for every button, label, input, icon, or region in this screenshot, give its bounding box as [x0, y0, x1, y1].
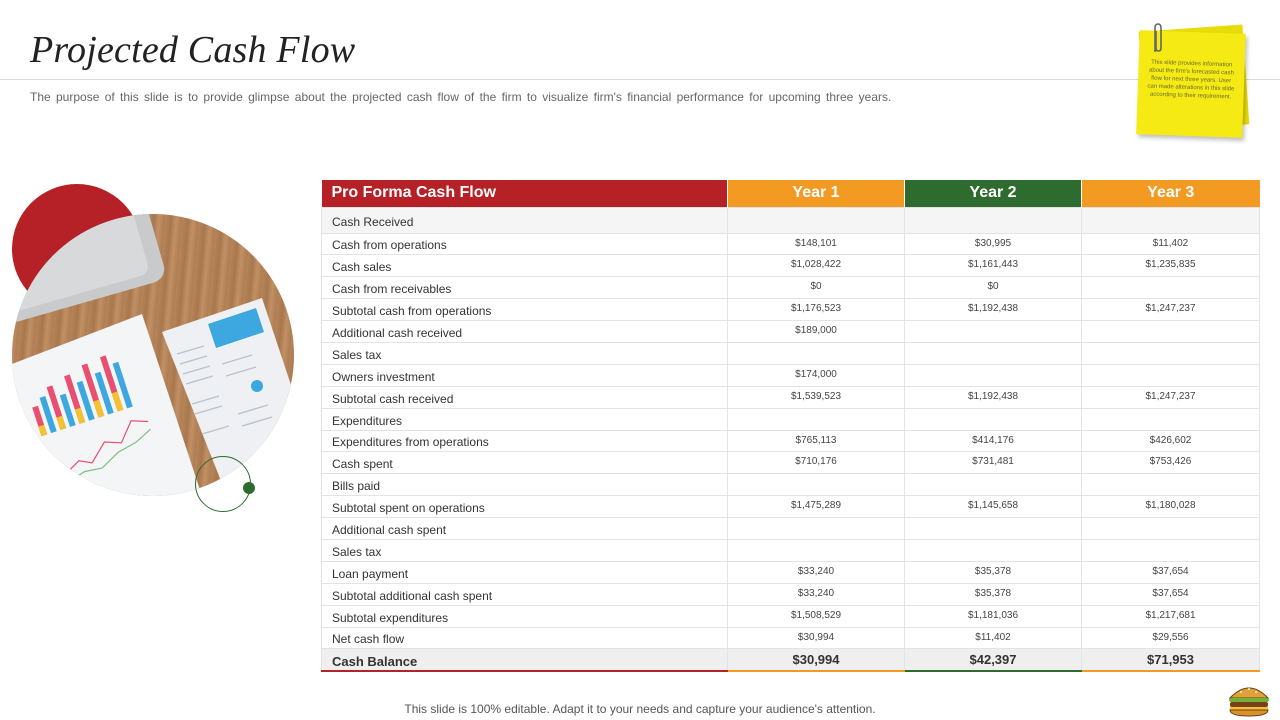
row-label: Subtotal expenditures: [322, 605, 728, 627]
desk-photo-illustration: [12, 214, 294, 496]
row-label: Cash sales: [322, 255, 728, 277]
row-value-year-2: [905, 539, 1082, 561]
table-header-row: [322, 180, 1260, 207]
row-value-year-1: $1,508,529: [728, 605, 905, 627]
table-row-cash-balance: [322, 649, 1260, 671]
table-row: [322, 474, 1260, 496]
row-label: Cash Received: [322, 207, 728, 233]
header-year-3: Year 3: [1082, 180, 1260, 207]
row-label: Expenditures from operations: [322, 430, 728, 452]
table-row: [322, 299, 1260, 321]
row-value-year-2: [905, 342, 1082, 364]
slide-footer: This slide is 100% editable. Adapt it to your needs and capture your audience's attention.: [404, 702, 876, 716]
table-row: [322, 518, 1260, 540]
row-value-year-2: $414,176: [905, 430, 1082, 452]
row-label: Cash from operations: [322, 233, 728, 255]
row-value-year-3: [1082, 321, 1260, 343]
row-label: Owners investment: [322, 364, 728, 386]
row-value-year-2: $35,378: [905, 561, 1082, 583]
decorative-green-ring: [195, 456, 251, 512]
row-value-year-2: [905, 408, 1082, 430]
row-value-year-3: $1,180,028: [1082, 496, 1260, 518]
table-row: [322, 452, 1260, 474]
row-label: Net cash flow: [322, 627, 728, 649]
row-value-year-2: $1,161,443: [905, 255, 1082, 277]
row-value-year-1: $30,994: [728, 649, 905, 671]
title-divider: [0, 79, 1280, 80]
row-value-year-1: $174,000: [728, 364, 905, 386]
row-value-year-1: [728, 207, 905, 233]
row-value-year-3: $426,602: [1082, 430, 1260, 452]
row-value-year-1: [728, 342, 905, 364]
row-label: Loan payment: [322, 561, 728, 583]
row-label: Sales tax: [322, 342, 728, 364]
row-value-year-2: [905, 321, 1082, 343]
row-value-year-3: [1082, 364, 1260, 386]
row-value-year-1: $1,475,289: [728, 496, 905, 518]
row-value-year-1: $765,113: [728, 430, 905, 452]
row-value-year-3: [1082, 539, 1260, 561]
table-row: [322, 386, 1260, 408]
row-label: Expenditures: [322, 408, 728, 430]
row-value-year-1: [728, 539, 905, 561]
row-value-year-2: $42,397: [905, 649, 1082, 671]
slide-subtitle: The purpose of this slide is to provide glimpse about the projected cash flow of the firm to visualize firm's financial performance for upcoming three years.: [30, 90, 892, 104]
row-label: Additional cash spent: [322, 518, 728, 540]
table-row: [322, 583, 1260, 605]
row-value-year-3: $11,402: [1082, 233, 1260, 255]
row-label: Bills paid: [322, 474, 728, 496]
table-row: [322, 342, 1260, 364]
paperclip-icon: [1150, 22, 1166, 56]
row-label: Subtotal cash received: [322, 386, 728, 408]
sticky-note-text: This slide provides information about the firm's forecasted cash flow for next three years. User can made alterations in this slide according to their requirement.: [1147, 59, 1235, 101]
row-label: Subtotal spent on operations: [322, 496, 728, 518]
table-row: [322, 430, 1260, 452]
table-body: [322, 207, 1260, 671]
row-value-year-2: [905, 474, 1082, 496]
row-value-year-3: $71,953: [1082, 649, 1260, 671]
burger-logo-icon: [1226, 682, 1272, 718]
row-value-year-1: $33,240: [728, 561, 905, 583]
row-value-year-2: $11,402: [905, 627, 1082, 649]
decorative-green-dot: [243, 482, 255, 494]
row-value-year-2: $1,145,658: [905, 496, 1082, 518]
row-label: Additional cash received: [322, 321, 728, 343]
header-pro-forma: Pro Forma Cash Flow: [322, 180, 728, 207]
row-label: Sales tax: [322, 539, 728, 561]
header-year-1: Year 1: [728, 180, 905, 207]
row-value-year-2: $35,378: [905, 583, 1082, 605]
row-value-year-1: [728, 408, 905, 430]
row-value-year-1: $1,176,523: [728, 299, 905, 321]
row-value-year-3: [1082, 207, 1260, 233]
row-label: Cash Balance: [322, 649, 728, 671]
row-value-year-3: $1,235,835: [1082, 255, 1260, 277]
row-value-year-3: [1082, 518, 1260, 540]
row-value-year-2: [905, 518, 1082, 540]
row-value-year-2: $1,181,036: [905, 605, 1082, 627]
cash-flow-table: [321, 180, 1260, 672]
row-value-year-1: [728, 518, 905, 540]
row-value-year-1: $189,000: [728, 321, 905, 343]
row-value-year-1: $1,539,523: [728, 386, 905, 408]
table-row: [322, 233, 1260, 255]
row-value-year-3: $1,247,237: [1082, 299, 1260, 321]
row-value-year-3: [1082, 408, 1260, 430]
row-value-year-3: $37,654: [1082, 583, 1260, 605]
row-value-year-2: $731,481: [905, 452, 1082, 474]
row-value-year-1: $710,176: [728, 452, 905, 474]
row-label: Cash from receivables: [322, 277, 728, 299]
row-value-year-1: $148,101: [728, 233, 905, 255]
table-row: [322, 364, 1260, 386]
row-value-year-2: $0: [905, 277, 1082, 299]
row-value-year-3: [1082, 277, 1260, 299]
row-value-year-1: $33,240: [728, 583, 905, 605]
row-value-year-2: $1,192,438: [905, 386, 1082, 408]
table-row: [322, 321, 1260, 343]
table-row: [322, 207, 1260, 233]
row-value-year-2: $1,192,438: [905, 299, 1082, 321]
row-value-year-2: $30,995: [905, 233, 1082, 255]
row-label: Cash spent: [322, 452, 728, 474]
slide-title: Projected Cash Flow: [30, 29, 356, 71]
row-value-year-3: [1082, 342, 1260, 364]
row-value-year-2: [905, 364, 1082, 386]
row-value-year-3: $1,217,681: [1082, 605, 1260, 627]
row-value-year-1: $1,028,422: [728, 255, 905, 277]
row-value-year-2: [905, 207, 1082, 233]
table-row: [322, 496, 1260, 518]
row-value-year-1: $30,994: [728, 627, 905, 649]
row-label: Subtotal additional cash spent: [322, 583, 728, 605]
row-value-year-3: $37,654: [1082, 561, 1260, 583]
row-value-year-1: $0: [728, 277, 905, 299]
row-label: Subtotal cash from operations: [322, 299, 728, 321]
table-row: [322, 605, 1260, 627]
header-year-2: Year 2: [905, 180, 1082, 207]
row-value-year-3: $1,247,237: [1082, 386, 1260, 408]
row-value-year-3: $753,426: [1082, 452, 1260, 474]
table-row: [322, 561, 1260, 583]
table-row: [322, 408, 1260, 430]
row-value-year-1: [728, 474, 905, 496]
row-value-year-3: [1082, 474, 1260, 496]
table-row: [322, 627, 1260, 649]
row-value-year-3: $29,556: [1082, 627, 1260, 649]
table-row: [322, 277, 1260, 299]
table-row: [322, 255, 1260, 277]
table-row: [322, 539, 1260, 561]
desk-photo: [12, 214, 294, 496]
